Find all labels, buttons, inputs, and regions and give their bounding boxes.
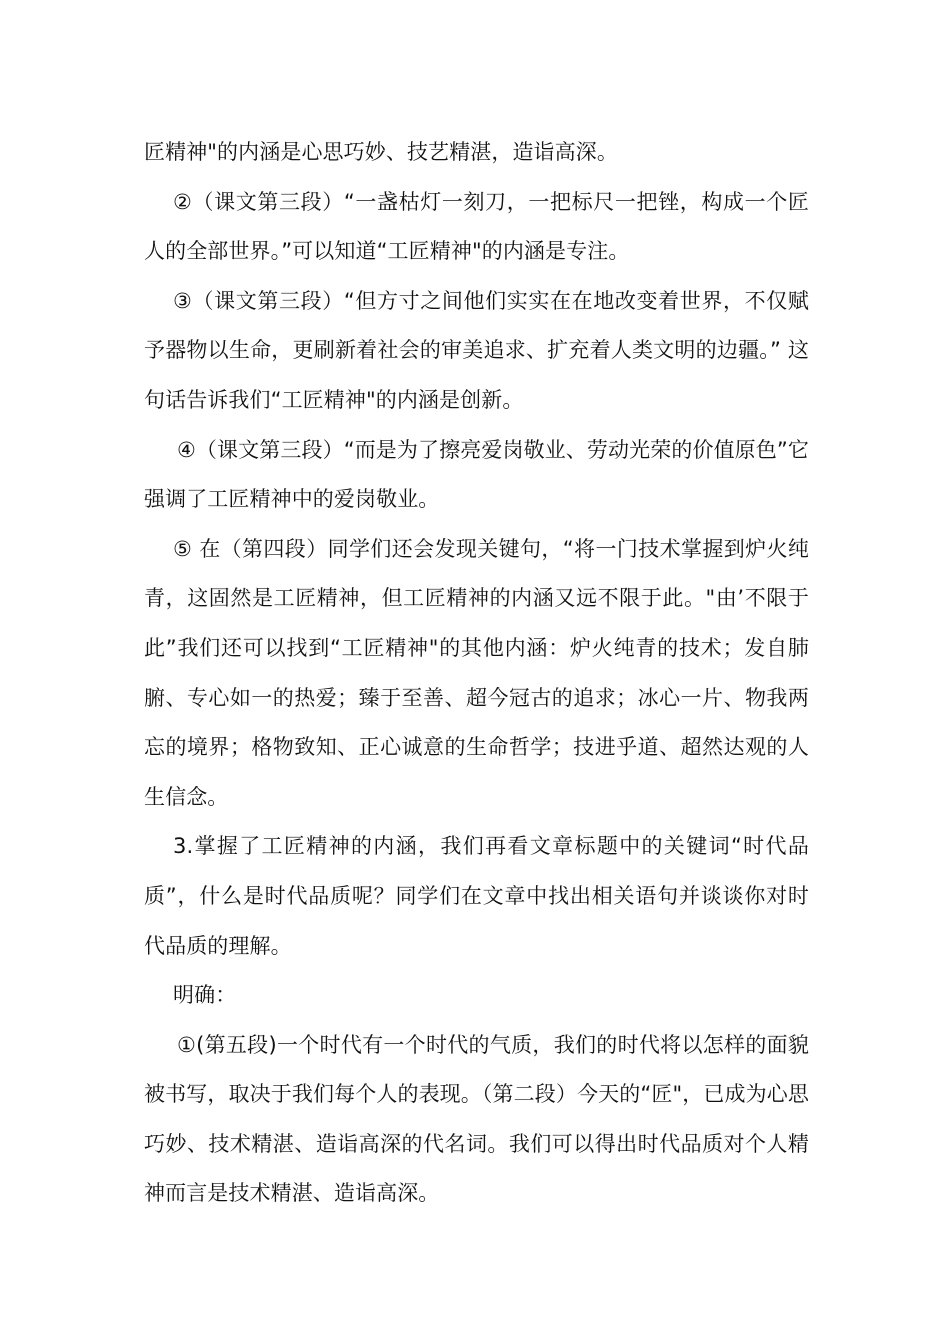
paragraph-point-5: ⑤ 在（第四段）同学们还会发现关键句，“将一门技术掌握到炉火纯青，这固然是工匠精神，但工匠精神的内涵又远不限于此。"由’不限于此”我们还可以找到“工匠精神"的其他内涵：炉火纯青的技术；发自肺腑、专心如一的热爱；臻于至善、超今冠古的追求；冰心一片、物我两忘的境界；格物致知、正心诚意的生命哲学；技进乎道、超然达观的人生信念。 bbox=[144, 536, 809, 809]
paragraph-point-2: ②（课文第三段）“一盏枯灯一刻刀，一把标尺一把锉，构成一个匠人的全部世界。”可以知道“工匠精神"的内涵是专注。 bbox=[144, 189, 809, 264]
paragraph-point-3: ③（课文第三段）“但方寸之间他们实实在在地改变着世界，不仅赋予器物以生命，更刷新着社会的审美追求、扩充着人类文明的边疆。” 这句话告诉我们“工匠精神"的内涵是创新。 bbox=[144, 288, 809, 412]
body-text bbox=[144, 128, 809, 1219]
paragraph-answer-label: 明确： bbox=[173, 983, 237, 1008]
paragraph-point-4: ④（课文第三段）“而是为了擦亮爱岗敬业、劳动光荣的价值原色”它强调了工匠精神中的爱岗敬业。 bbox=[144, 437, 809, 512]
paragraph-continuation: 匠精神"的内涵是心思巧妙、技艺精湛，造诣高深。 bbox=[144, 140, 618, 164]
paragraph-answer-1: ①(第五段)一个时代有一个时代的气质，我们的时代将以怎样的面貌被书写，取决于我们每个人的表现。（第二段）今天的“匠"，已成为心思巧妙、技术精湛、造诣高深的代名词。我们可以得出时代品质对个人精神而言是技术精湛、造诣高深。 bbox=[144, 1032, 809, 1206]
paragraph-question-3: 3.掌握了工匠精神的内涵，我们再看文章标题中的关键词“时代品质”，什么是时代品质呢？同学们在文章中找出相关语句并谈谈你对时代品质的理解。 bbox=[144, 834, 809, 958]
